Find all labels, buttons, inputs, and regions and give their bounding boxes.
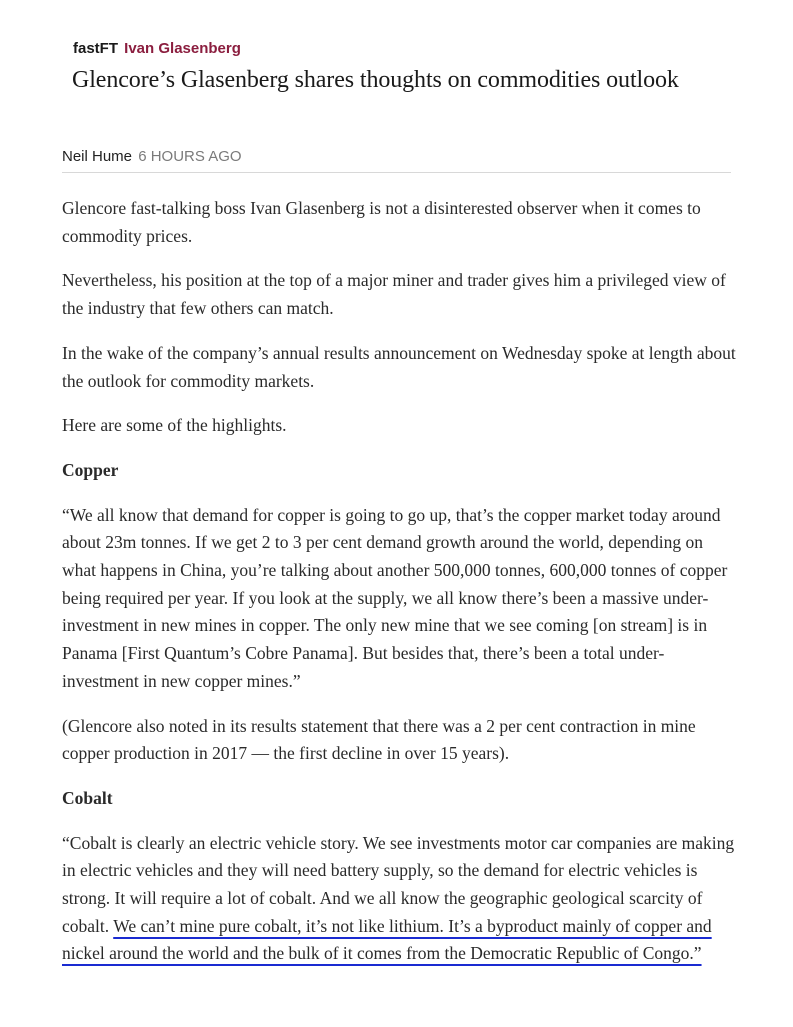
article-body: [62, 195, 737, 985]
paragraph-results: In the wake of the company’s annual results announcement on Wednesday spoke at length about the outlook for commodity markets.: [62, 342, 736, 391]
published-time: 6 HOURS AGO: [138, 148, 242, 165]
cobalt-quote-text: “Cobalt is clearly an electric vehicle story. We see investments motor car companies are making in electric vehicles and they will need battery supply, so the demand for electric vehicles is strong. It will require a lot of cobalt. And we all know the geographic geological scarcity of cobalt.: [62, 832, 735, 936]
paragraph-position: Nevertheless, his position at the top of a major miner and trader gives him a privileged view of the industry that few others can match.: [62, 270, 726, 319]
section-label[interactable]: fastFT: [73, 40, 118, 57]
paragraph-copper-note: (Glencore also noted in its results statement that there was a 2 per cent contraction in mine copper production in 2017 — the first decline in over 15 years).: [62, 715, 696, 764]
paragraph-highlights: Here are some of the highlights.: [62, 415, 287, 436]
cobalt-quote-underlined: We can’t mine pure cobalt, it’s not like lithium. It’s a byproduct mainly of copper and nickel around the world and the bulk of it comes from the Democratic Republic of Congo.”: [62, 915, 712, 964]
article-headline: Glencore’s Glasenberg shares thoughts on commodities outlook: [72, 67, 679, 93]
paragraph-copper-quote: “We all know that demand for copper is going to go up, that’s the copper market today around about 23m tonnes. If we get 2 to 3 per cent demand growth around the world, depending on what happens in China, you’re talking about another 500,000 tonnes, 600,000 tonnes of copper being required per year. If you look at the supply, we all know there’s been a massive under-investment in new mines in copper. The only new mine that we see coming [on stream] is in Panama [First Quantum’s Cobre Panama]. But besides that, there’s been a total under-investment in new copper mines.”: [62, 504, 728, 691]
topic-link[interactable]: Ivan Glasenberg: [124, 40, 241, 57]
heading-copper: Copper: [62, 459, 119, 480]
author-link[interactable]: Neil Hume: [62, 148, 133, 165]
article-kicker: [73, 40, 241, 57]
byline: [62, 148, 242, 165]
byline-divider: [62, 172, 731, 173]
paragraph-intro: Glencore fast-talking boss Ivan Glasenberg is not a disinterested observer when it comes to commodity prices.: [62, 198, 701, 246]
heading-cobalt: Cobalt: [62, 787, 113, 808]
paragraph-cobalt-quote: [62, 830, 737, 969]
